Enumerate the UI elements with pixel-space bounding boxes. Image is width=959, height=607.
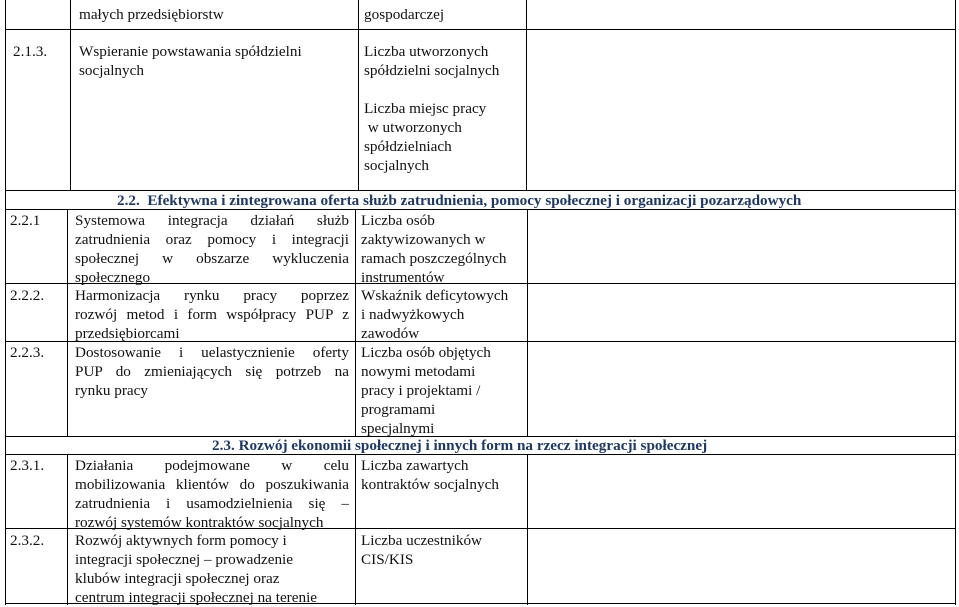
indicator-text: kontraktów socjalnych bbox=[361, 476, 499, 493]
col-sep-num bbox=[67, 454, 68, 605]
task-cell bbox=[75, 286, 349, 343]
row-number bbox=[10, 531, 44, 550]
indicator-text: gospodarczej bbox=[364, 6, 445, 23]
col-sep-indicator bbox=[527, 454, 528, 605]
table-left-border bbox=[5, 0, 6, 605]
task-cell bbox=[75, 343, 349, 400]
task-text: zatrudnienia i usamodzielnienia się – bbox=[75, 495, 349, 512]
row-number-text: 2.2.3. bbox=[10, 344, 45, 361]
task-cell bbox=[75, 211, 349, 287]
indicator-text: programami bbox=[361, 401, 436, 418]
task-text: rozwój metod i form współpracy PUP z bbox=[75, 306, 349, 323]
indicator-text: Wskaźnik deficytowych bbox=[361, 287, 509, 304]
indicator-cell bbox=[361, 211, 506, 287]
task-text: zatrudnienia oraz pomocy i integracji bbox=[75, 231, 349, 248]
task-text: socjalnych bbox=[79, 62, 144, 79]
section-heading bbox=[212, 436, 707, 455]
indicator-text: Liczba miejsc pracy bbox=[364, 100, 487, 117]
indicator-text: w utworzonych bbox=[364, 119, 462, 136]
indicator-text: CIS/KIS bbox=[361, 551, 414, 568]
task-cell bbox=[79, 42, 302, 80]
indicator-text: specjalnymi bbox=[361, 420, 435, 437]
row-number bbox=[10, 286, 44, 305]
task-text: Rozwój aktywnych form pomocy i bbox=[75, 532, 287, 549]
row-number-text: 2.3.1. bbox=[10, 457, 45, 474]
indicator-text: Liczba osób bbox=[361, 212, 435, 229]
task-text: małych przedsiębiorstw bbox=[79, 6, 224, 23]
indicator-cell bbox=[361, 343, 491, 438]
row-number-text: 2.2.2. bbox=[10, 287, 45, 304]
task-text: Systemowa integracja działań służb bbox=[75, 212, 349, 229]
indicator-cell bbox=[361, 286, 508, 343]
indicator-text: Liczba osób objętych bbox=[361, 344, 491, 361]
task-text: klubów integracji społecznej oraz bbox=[75, 570, 280, 587]
indicator-text: zaktywizowanych w bbox=[361, 231, 486, 248]
indicator-text: i nadwyżkowych bbox=[361, 306, 465, 323]
task-cell bbox=[79, 5, 224, 24]
task-text: Harmonizacja rynku pracy poprzez bbox=[75, 287, 349, 304]
indicator-text: ramach poszczególnych bbox=[361, 250, 507, 267]
task-text: rozwój systemów kontraktów socjalnych bbox=[75, 514, 324, 531]
col-sep-num bbox=[67, 209, 68, 436]
task-text: centrum integracji społecznej na terenie bbox=[75, 589, 318, 606]
row-number-text: 2.1.3. bbox=[13, 43, 48, 60]
task-text: społecznej w obszarze wykluczenia bbox=[75, 250, 349, 267]
indicator-text: Liczba uczestników bbox=[361, 532, 483, 549]
task-text: rynku pracy bbox=[75, 382, 148, 399]
task-text: Dostosowanie i uelastycznienie oferty bbox=[75, 344, 349, 361]
task-text: społecznego bbox=[75, 269, 151, 286]
indicator-cell bbox=[364, 5, 444, 24]
section-heading-text: 2.2. Efektywna i zintegrowana oferta służb zatrudnienia, pomocy społecznej i organizacji pozarządowych bbox=[117, 192, 802, 209]
table-right-border bbox=[955, 0, 956, 605]
row-number-text: 2.3.2. bbox=[10, 532, 45, 549]
row-number bbox=[10, 211, 40, 230]
row-number-text: 2.2.1 bbox=[10, 212, 41, 229]
task-text: Wspieranie powstawania spółdzielni bbox=[79, 43, 302, 60]
row-rule bbox=[5, 29, 956, 30]
section-heading-text: 2.3. Rozwój ekonomii społecznej i innych form na rzecz integracji społecznej bbox=[212, 437, 708, 454]
indicator-text: Liczba utworzonych bbox=[364, 43, 489, 60]
indicator-text: nowymi metodami bbox=[361, 363, 476, 380]
section-heading bbox=[117, 191, 801, 210]
indicator-text: Liczba zawartych bbox=[361, 457, 469, 474]
task-cell bbox=[75, 531, 317, 607]
col-sep-indicator bbox=[527, 209, 528, 436]
indicator-cell bbox=[361, 456, 499, 494]
indicator-text: spółdzielniach bbox=[364, 138, 452, 155]
task-text: PUP do zmieniających się potrzeb na bbox=[75, 363, 349, 380]
indicator-cell bbox=[364, 42, 499, 175]
row-number bbox=[10, 456, 44, 475]
task-text: przedsiębiorcami bbox=[75, 325, 180, 342]
indicator-text: instrumentów bbox=[361, 269, 445, 286]
task-text: Działania podejmowane w celu bbox=[75, 457, 349, 474]
indicator-text bbox=[364, 80, 499, 99]
indicator-text: pracy i projektami / bbox=[361, 382, 481, 399]
col-sep-task bbox=[355, 209, 356, 436]
indicator-cell bbox=[361, 531, 482, 569]
task-text: mobilizowania klientów do poszukiwania bbox=[75, 476, 349, 493]
task-cell bbox=[75, 456, 349, 532]
indicator-text: spółdzielni socjalnych bbox=[364, 62, 500, 79]
indicator-text: socjalnych bbox=[364, 157, 429, 174]
task-text: integracji społecznej – prowadzenie bbox=[75, 551, 294, 568]
row-number bbox=[10, 343, 44, 362]
indicator-text: zawodów bbox=[361, 325, 420, 342]
col-sep-task bbox=[355, 454, 356, 605]
row-number bbox=[13, 42, 47, 61]
